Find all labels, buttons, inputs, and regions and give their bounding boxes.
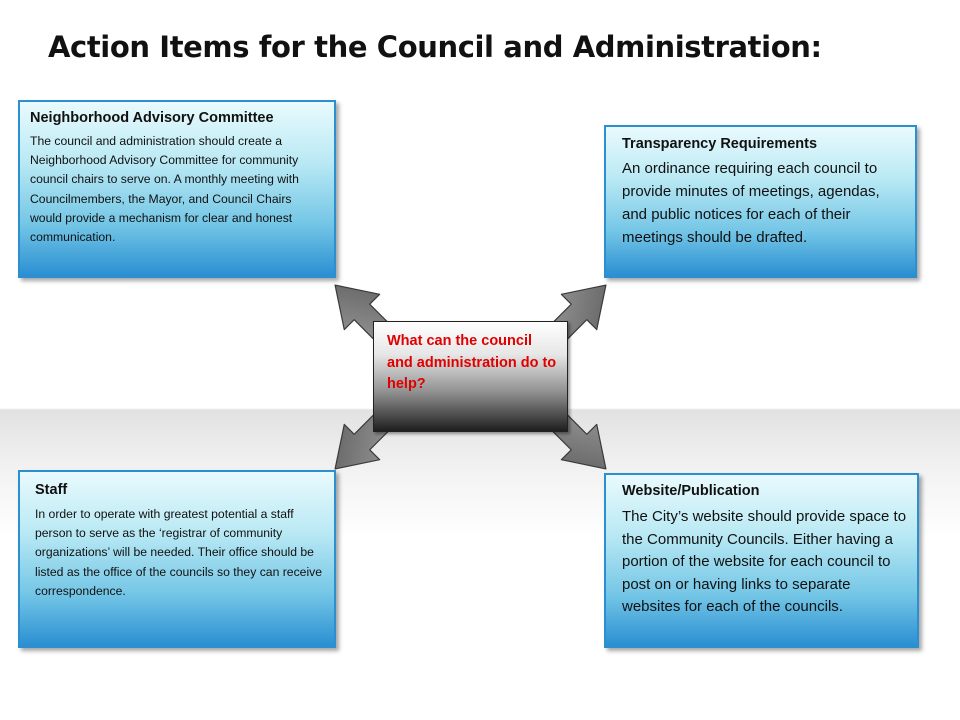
neighborhood-advisory-committee-text: The council and administration should create a Neighborhood Advisory Committee for community council chairs to serve on. A monthly meeting with Councilmembers, the Mayor, and Council Chairs would provide a mechanism for clear and honest communication. [30,134,299,245]
neighborhood-advisory-committee-title: Neighborhood Advisory Committee [30,110,274,126]
website-publication-title: Website/Publication [622,483,760,499]
page-title: Action Items for the Council and Administration: [48,30,822,64]
transparency-requirements-text: An ordinance requiring each council to provide minutes of meetings, agendas, and public notices for each of their meetings should be drafted. [622,160,880,246]
staff-text: In order to operate with greatest potential a staff person to serve as the ‘registrar of community organizations’ will be needed. Their office should be listed as the office of the councils so they can receive correspondence. [35,507,323,598]
website-publication-text: The City’s website should provide space to the Community Councils. Either having a portion of the website for each council to post on or having links to separate websites for each of the councils. [622,508,907,616]
center-question-box [373,321,568,432]
center-question-text: What can the council and administration do to help? [387,333,557,392]
staff-title: Staff [35,482,68,498]
transparency-requirements-title: Transparency Requirements [622,136,818,152]
